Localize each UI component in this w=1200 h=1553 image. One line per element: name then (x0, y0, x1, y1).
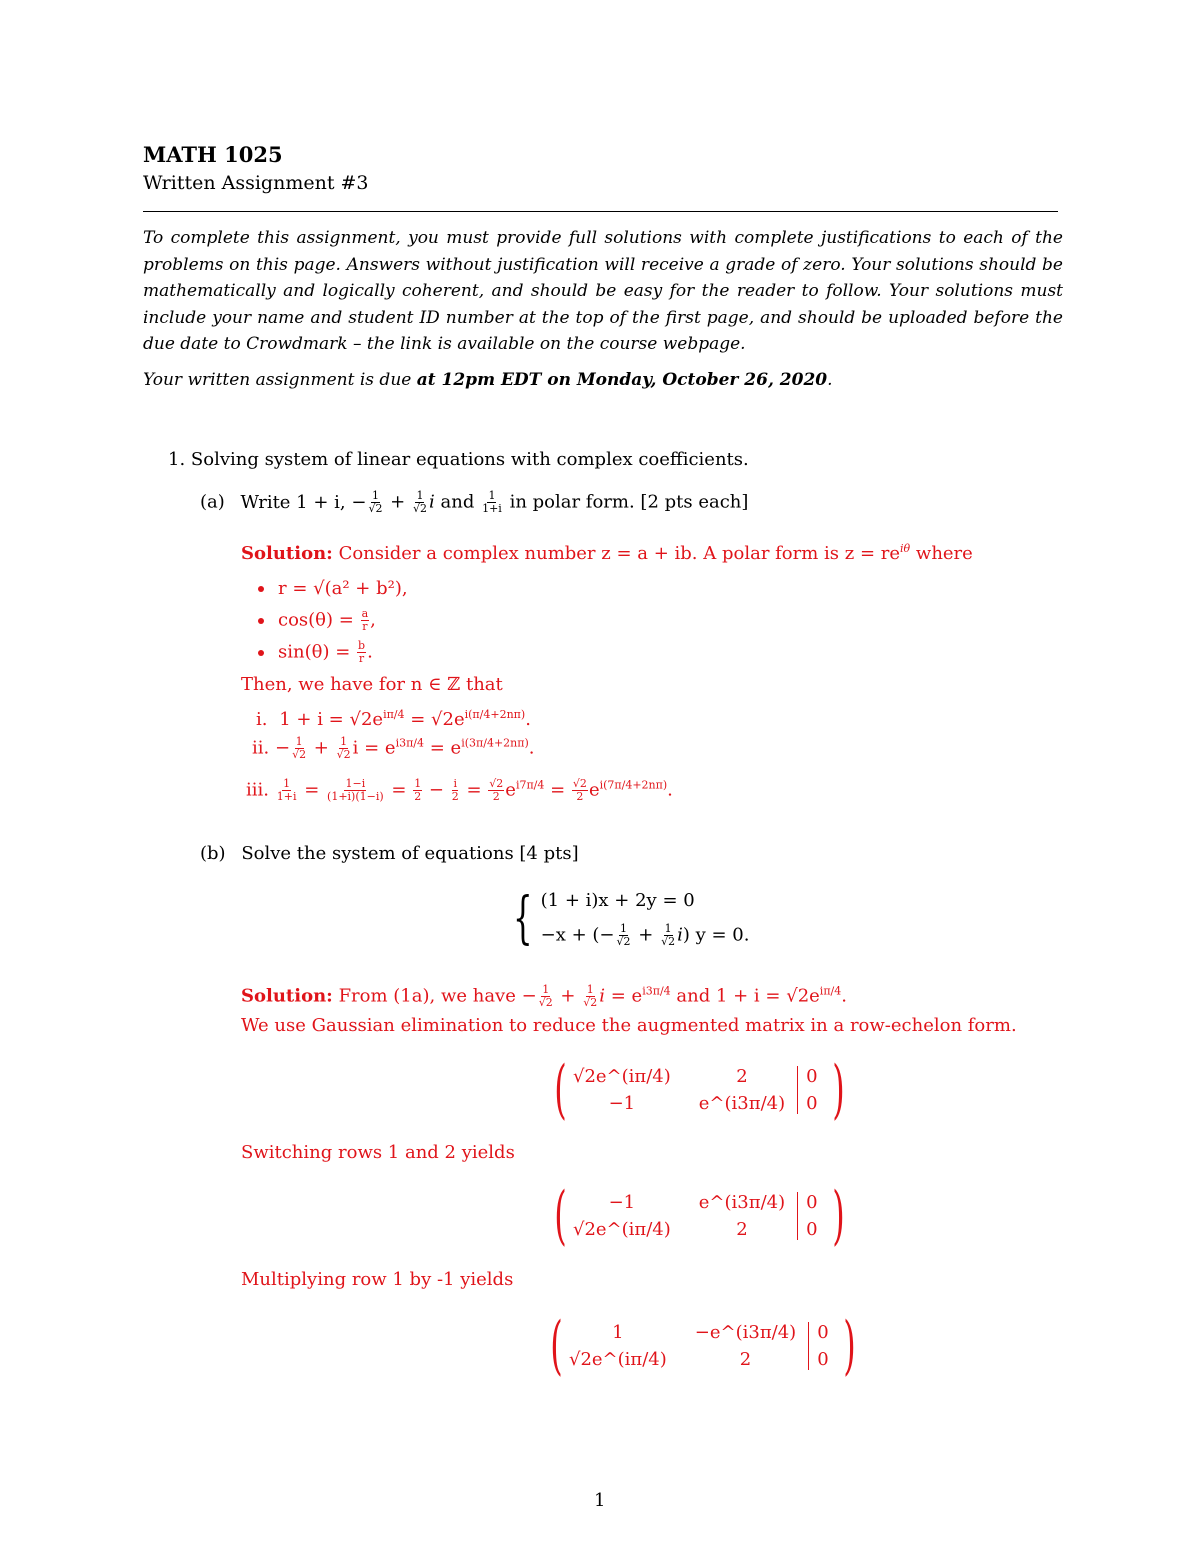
matrix-cell: 1 (612, 1322, 624, 1343)
matrix-cell: 2 (736, 1219, 748, 1240)
fraction: $\frac{1}{√2}$ (336, 735, 351, 761)
matrix-cell: −1 (608, 1093, 636, 1114)
part-a-and: and (440, 491, 475, 513)
due-date: at 12pm EDT on Monday, October 26, 2020 (416, 370, 828, 390)
matrix-cell: e^(i3π/4) (698, 1192, 786, 1213)
bullet-text: r = √(a² + b²), (278, 578, 408, 599)
part-a-solution: Solution: Consider a complex number z = a + ib. A polar form is $z = re^{i\theta}$ where (241, 542, 973, 564)
eq2-start: −x + (540, 924, 587, 946)
due-date-line (143, 370, 833, 390)
bullet-item: sin(θ) = $\frac{b}{r}$ . (258, 640, 373, 665)
right-paren: ) (831, 1053, 845, 1127)
item-i: i. $1 + i = √2e^{i\pi/4} = √2e^{i(\pi/4+2n\pi)}$. (256, 708, 531, 730)
equation-1: (1 + i)x + 2y = 0 (540, 890, 695, 911)
matrix-cell: −e^(i3π/4) (694, 1322, 797, 1343)
equation-system (505, 886, 750, 951)
bullet-icon (258, 650, 264, 656)
left-paren: ( (554, 1053, 567, 1127)
solution-text: From (1a), we have − (338, 985, 537, 1007)
matrix-cell: 2 (739, 1349, 752, 1370)
bullet-item (258, 578, 408, 599)
fraction: $\frac{1}{√2}$ (368, 489, 383, 515)
fraction: $\frac{1}{1+i}$ (276, 777, 297, 803)
page-number: 1 (594, 1490, 606, 1511)
right-paren: ) (842, 1309, 856, 1383)
part-a-points: in polar form. [2 pts each] (509, 491, 749, 513)
bullet-text: cos(θ) = (278, 609, 354, 631)
item-ii: ii. − $\frac{1}{√2}$ + $\frac{1}{√2}$ $i = e^{i3\pi/4} = e^{i(3\pi/4+2n\pi)}$. (252, 735, 535, 761)
solution-text: Consider a complex number z = a + ib. A polar form is z = re (338, 543, 901, 564)
fraction: $\frac{a}{r}$ (361, 607, 369, 633)
fraction: $\frac{1}{√2}$ (292, 735, 307, 761)
matrix-cell: √2e^(iπ/4) (572, 1066, 671, 1087)
eq2-end: y = 0. (695, 924, 750, 946)
part-a-label: (a) (200, 491, 225, 513)
left-brace: { (513, 886, 533, 951)
solution-where: where (915, 543, 973, 564)
right-paren: ) (831, 1179, 845, 1253)
left-paren: ( (550, 1309, 563, 1383)
gaussian-line: We use Gaussian elimination to reduce the augmented matrix in a row-echelon form. (241, 1015, 1017, 1036)
augmented-matrix-1 (548, 1053, 851, 1127)
part-b-solution: Solution: From (1a), we have − $\frac{1}{√2}$ + $\frac{1}{√2}$ $i = e^{i3\pi/4}$ and $1 + i = √2e^{i\pi/4}$. (241, 983, 847, 1009)
matrix-cell: 0 (817, 1349, 829, 1370)
matrix-cell: 2 (736, 1066, 748, 1087)
matrix-cell: 0 (806, 1192, 818, 1213)
instructions-paragraph: To complete this assignment, you must provide full solutions with complete justifications to each of the problems on this page. Answers without justification will receive a grade of zero. Your solutions should be mathematically and logically coherent, and should be easy for the reader to follow. Your solutions must include your name and student ID number at the top of the first page, and should be uploaded before the due date to Crowdmark – the link is available on the course webpage. (143, 228, 1063, 354)
problem-title: Solving system of linear equations with complex coefficients. (190, 449, 749, 470)
solution-label: Solution: (241, 985, 333, 1007)
problem-1-heading (168, 449, 749, 470)
step-switch-rows: Switching rows 1 and 2 yields (241, 1142, 515, 1163)
part-a-question: (a) Write 1 + i, − $\frac{1}{√2}$ + $\frac{1}{√2}$ i and $\frac{1}{1+i}$ in polar form. [2 pts each] (200, 489, 749, 515)
step-multiply-row: Multiplying row 1 by -1 yields (241, 1269, 514, 1290)
part-b-text: Solve the system of equations [4 pts] (241, 843, 579, 864)
header-divider (143, 211, 1058, 212)
matrix-cell: 0 (806, 1093, 818, 1114)
augmented-matrix-3 (544, 1309, 862, 1383)
item-label: ii. (252, 737, 270, 759)
fraction: $\frac{1}{√2}$ (412, 489, 427, 515)
solution-label: Solution: (241, 543, 333, 564)
fraction: $\frac{b}{r}$ (358, 639, 366, 665)
matrix-cell: √2e^(iπ/4) (568, 1349, 667, 1370)
due-prefix: Your written assignment is due (143, 370, 417, 390)
augmented-matrix-2 (548, 1179, 851, 1253)
part-a-text: Write 1 + i, − (240, 491, 367, 513)
part-b-question (200, 843, 579, 864)
equation-2: −x + (− $\frac{1}{√2}$ + $\frac{1}{√2}$ i) y = 0. (540, 922, 750, 948)
fraction: $\frac{√2}{2}$ (572, 777, 587, 803)
left-paren: ( (554, 1179, 567, 1253)
fraction: $\frac{1-i}{(1+i)(1-i)}$ (327, 777, 384, 803)
matrix-cell: √2e^(iπ/4) (572, 1219, 671, 1240)
problem-number: 1. (168, 449, 186, 470)
fraction: $\frac{i}{2}$ (451, 777, 459, 803)
solution-and: and 1 + i = √2e (676, 985, 820, 1007)
fraction: $\frac{1}{2}$ (414, 777, 422, 803)
bullet-icon (258, 586, 264, 592)
then-line: Then, we have for n ∈ ℤ that (241, 674, 503, 695)
part-b-label: (b) (200, 843, 226, 864)
bullet-text: sin(θ) = (278, 641, 351, 663)
item-label: iii. (246, 779, 269, 801)
bullet-icon (258, 618, 264, 624)
matrix-cell: e^(i3π/4) (698, 1093, 786, 1114)
item-iii: iii. $\frac{1}{1+i}$ = $\frac{1-i}{(1+i)(1-i)}$ = $\frac{1}{2}$ − $\frac{i}{2}$ = $\frac{√2}{2}$ $e^{i7\pi/4}$ = $\frac{√2}{2}$ $e^{i(7\pi/4+2n\pi)}$. (246, 777, 673, 803)
fraction: $\frac{√2}{2}$ (489, 777, 504, 803)
matrix-cell: 0 (806, 1066, 818, 1087)
bullet-item: cos(θ) = $\frac{a}{r}$ , (258, 608, 376, 633)
matrix-cell: 0 (806, 1219, 818, 1240)
matrix-cell: −1 (608, 1192, 636, 1213)
matrix-cell: 0 (817, 1322, 829, 1343)
item-expr: = (304, 779, 320, 801)
item-label: i. (256, 709, 268, 730)
item-expr: 1 + i = √2e (279, 709, 384, 730)
course-title: MATH 1025 (143, 142, 283, 167)
due-suffix: . (827, 370, 833, 390)
fraction: $\frac{1}{1+i}$ (482, 489, 502, 515)
assignment-subtitle: Written Assignment #3 (143, 172, 369, 194)
item-expr: i = e (352, 737, 396, 759)
